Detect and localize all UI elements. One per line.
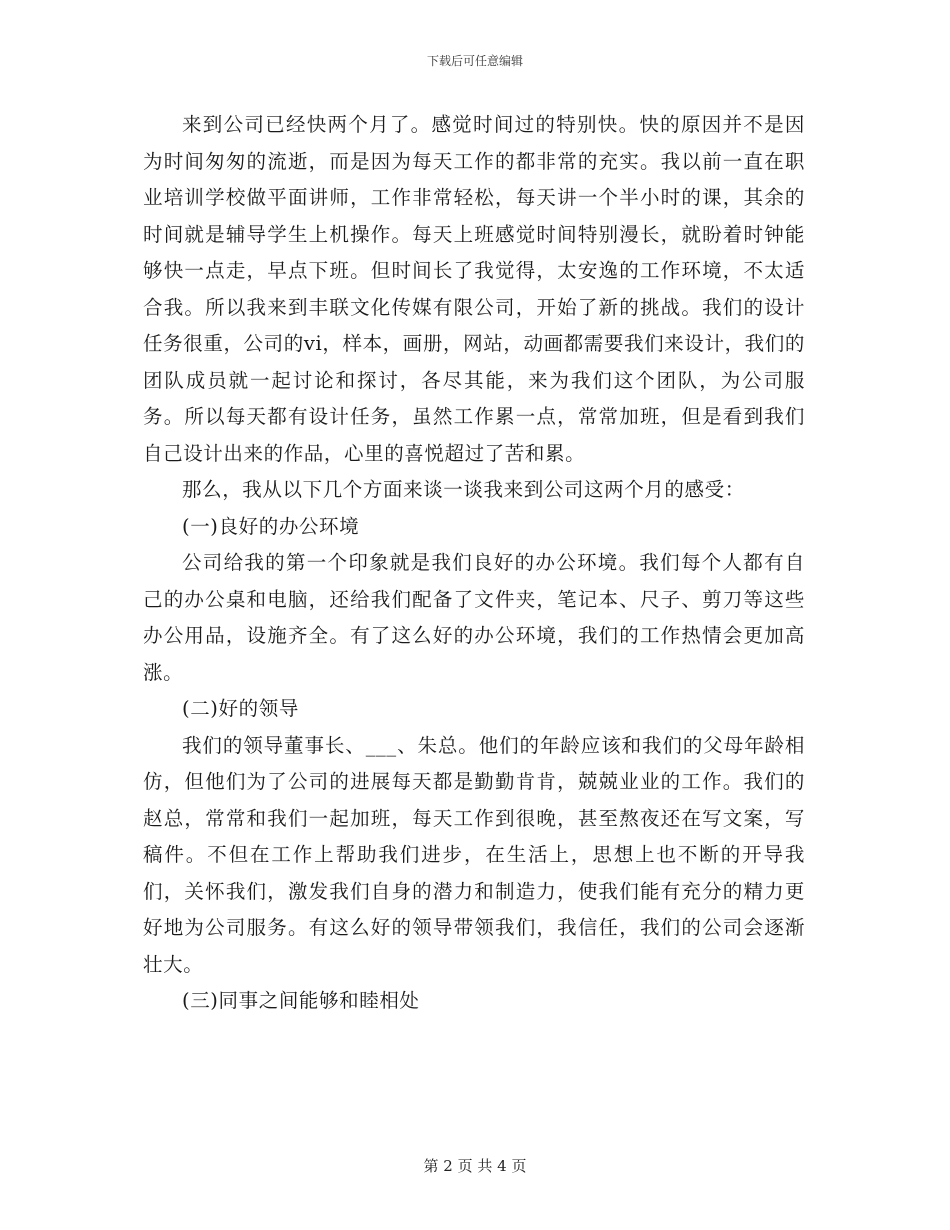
section-heading-office-environment: (一)良好的办公环境 bbox=[182, 514, 360, 538]
paragraph-office-environment: 公司给我的第一个印象就是我们良好的办公环境。我们每个人都有自己的办公桌和电脑，还给我们配备了文件夹，笔记本、尺子、剪刀等这些办公用品，设施齐全。有了这么好的办公环境，我们的工作热情会更加高涨。 bbox=[143, 551, 805, 684]
document-body bbox=[143, 107, 805, 1020]
paragraph-leadership: 我们的领导董事长、___、朱总。他们的年龄应该和我们的父母年龄相仿，但他们为了公司的进展每天都是勤勤肯肯，兢兢业业的工作。我们的赵总，常常和我们一起加班，每天工作到很晚，甚至熬夜还在写文案，写稿件。不但在工作上帮助我们进步，在生活上，思想上也不断的开导我们，关怀我们，激发我们自身的潜力和制造力，使我们能有充分的精力更好地为公司服务。有这么好的领导带领我们，我信任，我们的公司会逐渐壮大。 bbox=[143, 733, 805, 976]
section-heading-leadership: (二)好的领导 bbox=[182, 697, 299, 720]
section-heading-colleagues: (三)同事之间能够和睦相处 bbox=[182, 989, 420, 1012]
page-header: 下载后可任意编辑 bbox=[426, 54, 523, 68]
page-number: 第 2 页 共 4 页 bbox=[423, 1157, 527, 1175]
paragraph-intro: 来到公司已经快两个月了。感觉时间过的特别快。快的原因并不是因为时间匆匆的流逝，而是因为每天工作的都非常的充实。我以前一直在职业培训学校做平面讲师，工作非常轻松，每天讲一个半小时的课，其余的时间就是辅导学生上机操作。每天上班感觉时间特别漫长，就盼着时钟能够快一点走，早点下班。但时间长了我觉得，太安逸的工作环境，不太适合我。所以我来到丰联文化传媒有限公司，开始了新的挑战。我们的设计任务很重，公司的vi，样本，画册，网站，动画都需要我们来设计，我们的团队成员就一起讨论和探讨，各尽其能，来为我们这个团队，为公司服务。所以每天都有设计任务，虽然工作累一点，常常加班，但是看到我们自己设计出来的作品，心里的喜悦超过了苦和累。 bbox=[143, 113, 805, 465]
paragraph-overview: 那么，我从以下几个方面来谈一谈我来到公司这两个月的感受： bbox=[182, 478, 745, 501]
